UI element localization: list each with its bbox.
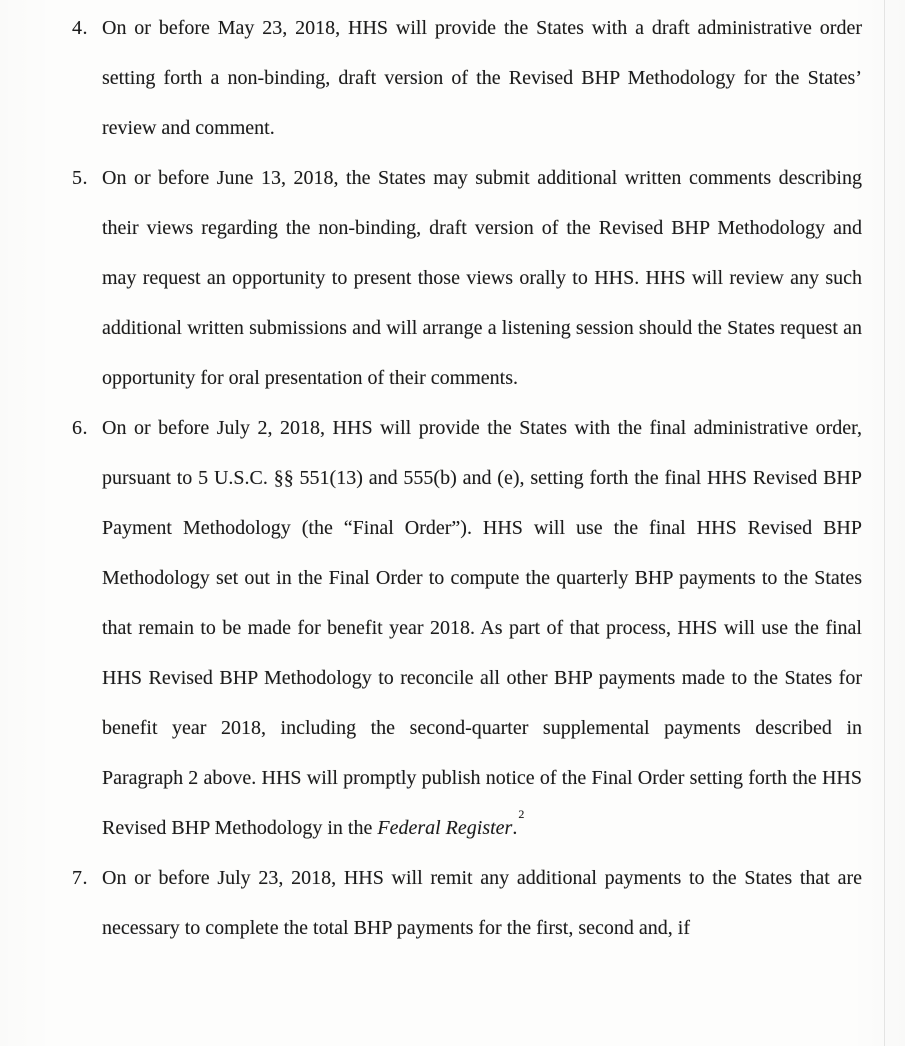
italic-citation: Federal Register	[377, 817, 513, 839]
paragraph-number: 4.	[72, 17, 88, 39]
paragraph-text: On or before July 23, 2018, HHS will remit any additional payments to the States that are necessary to complete the total BHP payments for the first, second and, if	[102, 867, 862, 939]
paragraph-item-7	[72, 853, 862, 953]
footnote-marker: 2	[518, 807, 525, 822]
paragraph-text: On or before June 13, 2018, the States may submit additional written comments describing their views regarding the non-binding, draft version of the Revised BHP Methodology and may request an opportunity to present those views orally to HHS. HHS will review any such additional written submissions and will arrange a listening session should the States request an opportunity for oral presentation of their comments.	[102, 167, 862, 389]
scan-artifact-line	[884, 0, 885, 1046]
paragraph-text: .	[512, 817, 518, 839]
paragraph-text: On or before May 23, 2018, HHS will provide the States with a draft administrative order setting forth a non-binding, draft version of the Revised BHP Methodology for the States’ review and comment.	[102, 17, 862, 139]
paragraph-item-4	[72, 3, 862, 153]
paragraph-text: On or before July 2, 2018, HHS will provide the States with the final administrative order, pursuant to 5 U.S.C. §§ 551(13) and 555(b) and (e), setting forth the final HHS Revised BHP Payment Methodology (the “Final Order”). HHS will use the final HHS Revised BHP Methodology set out in the Final Order to compute the quarterly BHP payments to the States that remain to be made for benefit year 2018. As part of that process, HHS will use the final HHS Revised BHP Methodology to reconcile all other BHP payments made to the States for benefit year 2018, including the second-quarter supplemental payments described in Paragraph 2 above. HHS will promptly publish notice of the Final Order setting forth the HHS Revised BHP Methodology in the	[102, 417, 862, 839]
paragraph-item-6	[72, 403, 862, 853]
paragraph-number: 7.	[72, 867, 88, 889]
paragraph-number: 6.	[72, 417, 88, 439]
paragraph-number: 5.	[72, 167, 88, 189]
paragraph-item-5	[72, 153, 862, 403]
